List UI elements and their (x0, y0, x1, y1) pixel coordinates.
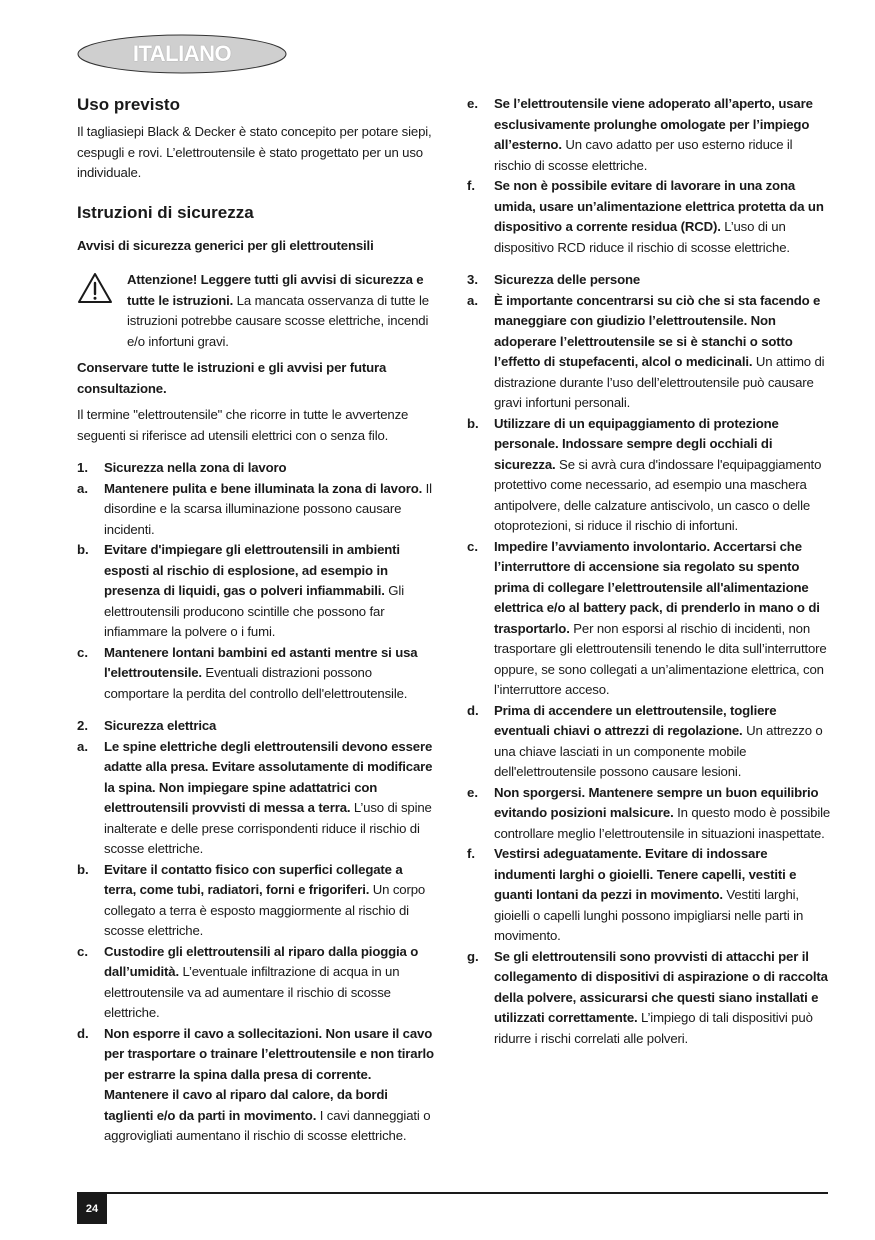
section-title: Sicurezza nella zona di lavoro (104, 460, 287, 475)
item-body-text: Un corpo collegato a terra è esposto maggiormente al rischio di scosse elettriche. (104, 882, 426, 938)
item-text (494, 844, 832, 947)
item-label: f. (467, 846, 476, 861)
section-heading (77, 716, 435, 737)
list-item (467, 844, 832, 947)
item-body-text: Il disordine e la scarsa illuminazione possono causare incidenti. (104, 480, 432, 537)
item-label: b. (77, 542, 89, 557)
language-label: ITALIANO (132, 41, 232, 66)
item-text (494, 537, 832, 701)
item-label: c. (467, 538, 478, 554)
item-body-text: In questo modo è possibile controllare meglio l’elettroutensile in situazioni inaspettate. (494, 805, 831, 841)
item-bold-text: È importante concentrarsi su ciò che si sta facendo e maneggiare con giudizio l’elettroutensile. Non adoperare l’elettroutensile se si è stanchi o sotto l’effetto di stupefacenti, alcol o medicinali. (494, 292, 821, 369)
list-item (77, 540, 435, 643)
item-text (494, 291, 832, 414)
safety-subtitle: Avvisi di sicurezza generici per gli elettroutensili (77, 237, 374, 253)
item-body-text: Un attrezzo o una chiave lasciati in un componente mobile dell'elettroutensile possono causare lesioni. (494, 723, 823, 779)
item-label: f. (467, 178, 476, 193)
item-body-text: Vestiti larghi, gioielli o capelli lunghi possono impigliarsi nelle parti in movimento. (494, 887, 804, 943)
item-text (104, 1024, 435, 1147)
list-item (467, 701, 832, 783)
footer-rule (77, 1192, 828, 1194)
item-label: g. (467, 948, 479, 964)
section-title: Sicurezza delle persone (494, 272, 641, 287)
item-body-text: L’uso di un dispositivo RCD riduce il rischio di scosse elettriche. (494, 219, 790, 255)
item-bold-text: Custodire gli elettroutensili al riparo dalla pioggia o dall’umidità. (104, 943, 419, 979)
item-label: e. (467, 784, 478, 800)
list-item (77, 860, 435, 942)
section-number: 2. (77, 718, 88, 733)
item-body-text: Eventuali distrazioni possono comportare la perdita del controllo dell'elettroutensile. (104, 665, 408, 701)
keep-instructions: Conservare tutte le istruzioni e gli avvisi per futura consultazione. (77, 360, 387, 396)
item-bold-text: Se gli elettroutensili sono provvisti di attacchi per il collegamento di dispositivi di aspirazione o di raccolta della polvere, assicurarsi che questi siano installati e utilizzati correttamente. (494, 948, 828, 1025)
item-label: a. (77, 738, 88, 754)
item-label: b. (467, 415, 479, 431)
item-label: b. (77, 861, 89, 877)
item-label: a. (77, 480, 88, 496)
section-heading (77, 458, 435, 479)
list-item (467, 94, 832, 176)
intended-use-text: Il tagliasiepi Black & Decker è stato concepito per potare siepi, cespugli e rovi. L’elettroutensile è stato progettato per un uso individuale. (77, 124, 432, 180)
list-item (467, 947, 832, 1050)
list-item (77, 643, 435, 705)
section-title: Sicurezza elettrica (104, 718, 217, 733)
item-body-text: Se si avrà cura d'indossare l'equipaggiamento protettivo come necessario, ad esempio una maschera antipolvere, delle calzature antiscivolo, un casco o delle otoprotezioni, si riduce il rischio di infortuni. (494, 456, 822, 533)
list-item (77, 479, 435, 541)
list-item (467, 176, 832, 258)
item-bold-text: Mantenere pulita e bene illuminata la zona di lavoro. (104, 480, 423, 496)
item-text (104, 479, 435, 541)
item-label: c. (77, 644, 88, 660)
list-item (467, 537, 832, 701)
item-body-text: L’uso di spine inalterate e delle prese corrispondenti riduce il rischio di scosse elettriche. (104, 800, 432, 856)
safety-title: Istruzioni di sicurezza (77, 202, 254, 222)
item-body-text: Un cavo adatto per uso esterno riduce il rischio di scosse elettriche. (494, 137, 793, 173)
list-item (467, 414, 832, 537)
right-column (467, 94, 832, 1049)
item-body-text: L’eventuale infiltrazione di acqua in un elettroutensile va ad aumentare il rischio di scosse elettriche. (104, 964, 400, 1020)
item-body-text: Gli elettroutensili producono scintille che possono far infiammare la polvere o i fumi. (104, 583, 404, 639)
left-column (77, 94, 435, 1147)
item-bold-text: Mantenere lontani bambini ed astanti mentre si usa l'elettroutensile. (104, 644, 418, 680)
item-bold-text: Prima di accendere un elettroutensile, togliere eventuali chiavi o attrezzi di regolazione. (494, 702, 777, 738)
list-item (467, 291, 832, 414)
item-text (104, 860, 435, 942)
section-number: 1. (77, 460, 88, 475)
section3-items (467, 291, 832, 1050)
item-bold-text: Non sporgersi. Mantenere sempre un buon equilibrio evitando posizioni malsicure. (494, 784, 819, 820)
warning-block (77, 270, 435, 352)
item-text (494, 701, 832, 783)
item-body-text: I cavi danneggiati o aggrovigliati aumentano il rischio di scosse elettriche. (104, 1107, 431, 1143)
item-bold-text: Impedire l’avviamento involontario. Accertarsi che l’interruttore di accensione sia regolato su spento prima di collegare l’elettroutensile all'alimentazione elettrica e/o al battery pack, di prenderlo in mano o di trasportarlo. (494, 538, 820, 636)
item-text (104, 540, 435, 643)
item-label: a. (467, 292, 478, 308)
list-item (77, 737, 435, 860)
item-text (104, 942, 435, 1024)
language-badge (77, 34, 287, 74)
section-number: 3. (467, 272, 478, 287)
item-bold-text: Utilizzare di un equipaggiamento di protezione personale. Indossare sempre degli occhiali di sicurezza. (494, 415, 779, 472)
intended-use-title: Uso previsto (77, 95, 180, 114)
page-number: 24 (77, 1194, 107, 1224)
list-item (77, 942, 435, 1024)
warning-bold: Attenzione! Leggere tutti gli avvisi di sicurezza e tutte le istruzioni. (127, 272, 424, 308)
item-bold-text: Le spine elettriche degli elettroutensili devono essere adatte alla presa. Evitare assolutamente di modificare la spina. Non impiegare spine adattatrici con elettroutensili provvisti di messa a terra. (104, 738, 433, 815)
item-text (494, 947, 832, 1050)
warning-text (127, 270, 435, 352)
item-label: c. (77, 943, 88, 959)
section-heading (467, 270, 832, 291)
item-bold-text: Evitare il contatto fisico con superfici collegate a terra, come tubi, radiatori, forni e frigoriferi. (104, 861, 403, 897)
list-item (467, 783, 832, 845)
item-text (104, 643, 435, 705)
item-text (494, 414, 832, 537)
item-body-text: Un attimo di distrazione durante l’uso dell’elettroutensile può causare gravi infortuni personali. (494, 354, 825, 410)
item-text (494, 176, 832, 258)
item-bold-text: Evitare d'impiegare gli elettroutensili in ambienti esposti al rischio di esplosione, ad esempio in presenza di liquidi, gas o polveri infiammabili. (104, 542, 400, 598)
warning-body: La mancata osservanza di tutte le istruzioni potrebbe causare scosse elettriche, incendi e/o infortuni gravi. (127, 292, 429, 349)
item-bold-text: Non esporre il cavo a sollecitazioni. Non usare il cavo per trasportare o trainare l’elettroutensile e non tirarlo per estrarre la spina dalla presa di corrente. Mantenere il cavo al riparo dal calore, da bordi taglienti e/o da parti in movimento. (104, 1025, 434, 1123)
item-bold-text: Se l’elettroutensile viene adoperato all’aperto, usare esclusivamente prolunghe omologate per l’impiego all’esterno. (494, 96, 813, 152)
section2-cont-items (467, 94, 832, 258)
list-item (77, 1024, 435, 1147)
item-bold-text: Vestirsi adeguatamente. Evitare di indossare indumenti larghi o gioielli. Tenere capelli, vestiti e guanti lontani da pezzi in movimento. (494, 846, 797, 902)
item-body-text: L’impiego di tali dispositivi può ridurre i rischi correlati alle polveri. (494, 1010, 813, 1046)
item-label: d. (77, 1025, 89, 1041)
term-definition: Il termine "elettroutensile" che ricorre in tutte le avvertenze seguenti si riferisce ad utensili elettrici con o senza filo. (77, 407, 409, 443)
section2-items (77, 737, 435, 1147)
item-text (104, 737, 435, 860)
item-text (494, 94, 832, 176)
item-body-text: Per non esporsi al rischio di incidenti, non trasportare gli elettroutensili tenendo le dita sull’interruttore oppure, se sono collegati a un’alimentazione elettrica, con l’interruttore acceso. (494, 620, 827, 697)
warning-triangle-icon (77, 272, 113, 304)
section1-items (77, 479, 435, 705)
item-label: d. (467, 702, 479, 718)
item-bold-text: Se non è possibile evitare di lavorare in una zona umida, usare un’alimentazione elettrica protetta da un dispositivo a corrente residua (RCD). (494, 178, 824, 234)
item-label: e. (467, 96, 478, 111)
item-text (494, 783, 832, 845)
